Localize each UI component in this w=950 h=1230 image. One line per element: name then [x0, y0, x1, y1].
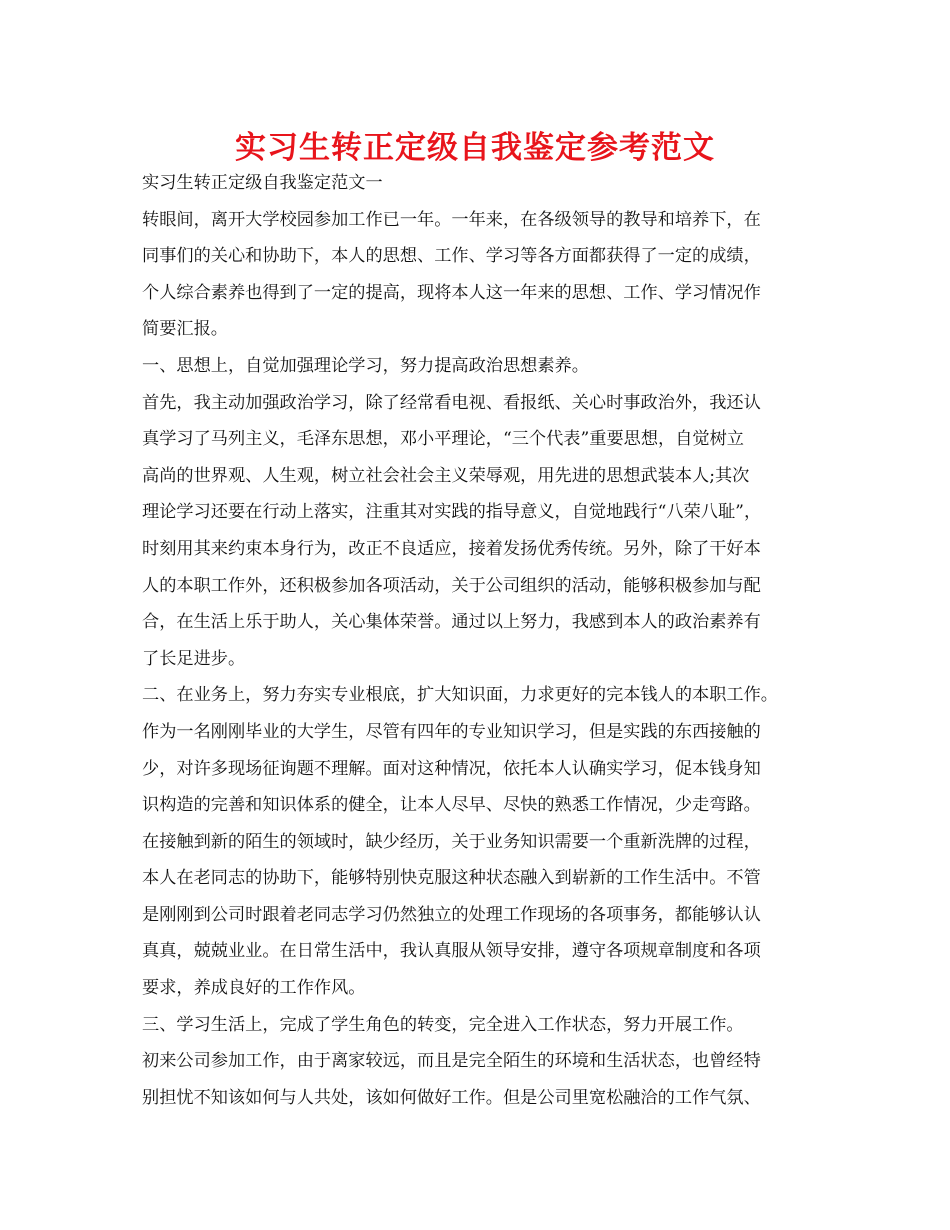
body-line: 真学习了马列主义，毛泽东思想，邓小平理论，“三个代表”重要思想，自觉树立: [142, 429, 744, 450]
body-line: 实习生转正定级自我鉴定范文一: [142, 173, 383, 193]
body-line: 别担忧不知该如何与人共处，该如何做好工作。但是公司里宽松融洽的工作气氛、: [142, 1087, 761, 1108]
body-line: 初来公司参加工作，由于离家较远，而且是完全陌生的环境和生活状态，也曾经特: [142, 1051, 761, 1072]
body-line: 转眼间，离开大学校园参加工作已一年。一年来，在各级领导的教导和培养下，在: [142, 209, 761, 230]
body-line: 高尚的世界观、人生观，树立社会社会主义荣辱观，用先进的思想武装本人;其次: [142, 465, 750, 486]
body-line: 是刚刚到公司时跟着老同志学习仍然独立的处理工作现场的各项事务，都能够认认: [142, 904, 761, 925]
document-body: [142, 165, 832, 1116]
body-line: 简要汇报。: [142, 319, 228, 340]
body-line: 要求，养成良好的工作作风。: [142, 978, 366, 999]
body-line: 作为一名刚刚毕业的大学生，尽管有四年的专业知识学习，但是实践的东西接触的: [142, 721, 761, 742]
body-line: 首先，我主动加强政治学习，除了经常看电视、看报纸、关心时事政治外，我还认: [142, 392, 761, 413]
body-line: 同事们的关心和协助下，本人的思想、工作、学习等各方面都获得了一定的成绩，: [142, 246, 761, 267]
body-line: 人的本职工作外，还积极参加各项活动，关于公司组织的活动，能够积极参加与配: [142, 575, 761, 596]
body-line: 少，对许多现场征询题不理解。面对这种情况，依托本人认确实学习，促本钱身知: [142, 758, 761, 779]
body-line: 识构造的完善和知识体系的健全，让本人尽早、尽快的熟悉工作情况，少走弯路。: [142, 795, 761, 816]
body-line: 真真，兢兢业业。在日常生活中，我认真服从领导安排，遵守各项规章制度和各项: [142, 941, 761, 962]
body-line: 合，在生活上乐于助人，关心集体荣誉。通过以上努力，我感到本人的政治素养有: [142, 612, 761, 633]
document-title: 实习生转正定级自我鉴定参考范文: [235, 130, 715, 166]
body-line: 时刻用其来约束本身行为，改正不良适应，接着发扬优秀传统。另外，除了干好本: [142, 538, 761, 559]
body-line: 了长足进步。: [142, 648, 246, 669]
section-heading: 三、学习生活上，完成了学生角色的转变，完全进入工作状态，努力开展工作。: [142, 1014, 744, 1035]
body-line: 在接触到新的陌生的领域时，缺少经历，关于业务知识需要一个重新洗牌的过程，: [142, 831, 761, 852]
body-line: 本人在老同志的协助下，能够特别快克服这种状态融入到崭新的工作生活中。不管: [142, 868, 761, 889]
section-heading: 二、在业务上，努力夯实专业根底，扩大知识面，力求更好的完本钱人的本职工作。: [142, 685, 778, 706]
body-line: 理论学习还要在行动上落实，注重其对实践的指导意义，自觉地践行“八荣八耻”，: [142, 502, 762, 523]
body-line: 个人综合素养也得到了一定的提高，现将本人这一年来的思想、工作、学习情况作: [142, 282, 761, 303]
section-heading: 一、思想上，自觉加强理论学习，努力提高政治思想素养。: [142, 355, 589, 376]
